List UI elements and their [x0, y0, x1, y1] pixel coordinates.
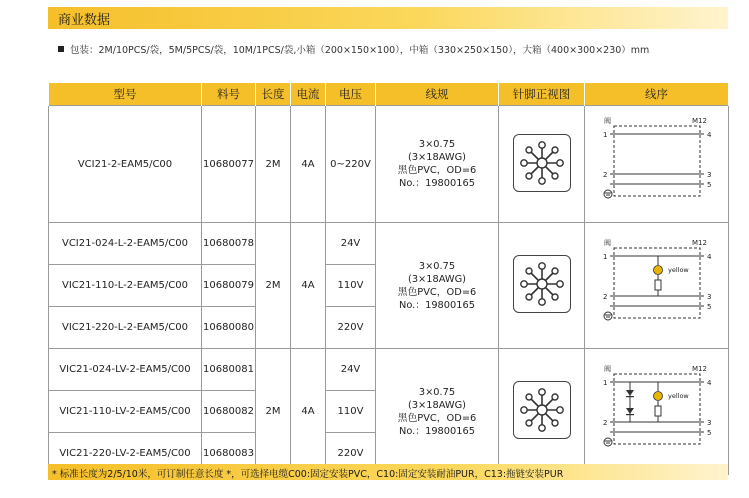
connector-label: M12: [691, 117, 707, 125]
spec-text: [376, 260, 498, 312]
wiring-cell: [585, 106, 729, 223]
header-pin-view: 针脚正视图: [499, 83, 585, 106]
header-voltage: 电压: [326, 83, 376, 106]
wiring-diagram-icon: [600, 114, 714, 214]
pin-label: 3: [706, 171, 711, 179]
model-cell: VIC21-024-LV-2-EAM5/C00: [49, 349, 202, 391]
model-cell: VIC21-110-LV-2-EAM5/C00: [49, 391, 202, 433]
pin-label: 4: [706, 252, 711, 261]
footnote-bar: [48, 464, 728, 480]
header-spec: 线规: [376, 83, 499, 106]
pin-label: 3: [706, 292, 711, 301]
pin-label: 2: [602, 418, 607, 427]
section-header: [48, 7, 728, 29]
model-cell: VIC21-220-L-2-EAM5/C00: [49, 307, 202, 349]
model-cell: VIC21-220-LV-2-EAM5/C00: [49, 433, 202, 475]
spec-cell: [376, 349, 499, 475]
pin-label: 2: [602, 292, 607, 301]
header-part: 料号: [202, 83, 256, 106]
spec-line: No.：19800165: [399, 425, 475, 437]
pin-label: 4: [706, 131, 711, 139]
spec-line: 黑色PVC，OD=6: [397, 286, 477, 298]
pin-face-icon: [513, 255, 571, 313]
current-cell: 4A: [291, 349, 326, 475]
bullet-square-icon: [58, 46, 64, 52]
valve-label: 阀: [603, 364, 611, 373]
pin-label: 3: [706, 418, 711, 427]
voltage-cell: 0~220V: [326, 106, 376, 223]
length-cell: 2M: [256, 106, 291, 223]
section-title: 商业数据: [58, 13, 111, 28]
wiring-cell: [585, 223, 729, 349]
part-cell: 10680079: [202, 265, 256, 307]
spec-line: 黑色PVC，OD=6: [397, 165, 477, 176]
header-row: [49, 83, 729, 106]
voltage-cell: 110V: [326, 391, 376, 433]
valve-label: 阀: [603, 117, 611, 125]
packaging-text: 包装：2M/10PCS/袋，5M/5PCS/袋，10M/1PCS/袋,小箱（200×150×100），中箱（330×250×150），大箱（400×300×230）mm: [70, 45, 650, 56]
led-color-label: yellow: [667, 265, 689, 274]
pin-face-icon: [513, 134, 571, 192]
spec-line: No.：19800165: [399, 299, 475, 311]
part-cell: 10680081: [202, 349, 256, 391]
voltage-cell: 220V: [326, 307, 376, 349]
model-cell: VCI21-024-L-2-EAM5/C00: [49, 223, 202, 265]
voltage-cell: 24V: [326, 223, 376, 265]
spec-line: (3×18AWG): [408, 399, 466, 411]
voltage-cell: 24V: [326, 349, 376, 391]
spec-cell: [376, 223, 499, 349]
header-model: 型号: [49, 83, 202, 106]
pin-label: 5: [706, 181, 711, 189]
valve-label: 阀: [603, 238, 611, 247]
led-icon: [653, 391, 662, 400]
header-current: 电流: [291, 83, 326, 106]
wiring-diagram-led-icon: [600, 236, 714, 336]
length-cell: 2M: [256, 349, 291, 475]
pin-label: 1: [602, 252, 607, 261]
spec-line: 黑色PVC，OD=6: [397, 412, 477, 424]
header-wiring: 线序: [585, 83, 729, 106]
wiring-cell: [585, 349, 729, 475]
pin-face-icon: [513, 381, 571, 439]
pin-label: 1: [602, 378, 607, 387]
spec-line: 3×0.75: [418, 386, 456, 398]
voltage-cell: 110V: [326, 265, 376, 307]
part-cell: 10680082: [202, 391, 256, 433]
part-cell: 10680083: [202, 433, 256, 475]
current-cell: 4A: [291, 223, 326, 349]
connector-label: M12: [691, 238, 707, 247]
pin-view-cell: [499, 349, 585, 475]
connector-label: M12: [691, 364, 707, 373]
spec-text: [376, 138, 498, 190]
wiring-diagram-led-varistor-icon: [600, 362, 714, 462]
packaging-info: [58, 42, 649, 56]
pin-view-cell: [499, 106, 585, 223]
spec-line: 3×0.75: [418, 260, 456, 272]
part-cell: 10680080: [202, 307, 256, 349]
current-cell: 4A: [291, 106, 326, 223]
pin-label: 5: [706, 302, 711, 311]
pin-label: 5: [706, 428, 711, 437]
voltage-cell: 220V: [326, 433, 376, 475]
table-row: [49, 349, 729, 391]
table-row: [49, 223, 729, 265]
spec-line: 3×0.75: [418, 139, 456, 150]
length-cell: 2M: [256, 223, 291, 349]
part-cell: 10680078: [202, 223, 256, 265]
pin-label: 1: [602, 131, 607, 139]
model-cell: VIC21-110-L-2-EAM5/C00: [49, 265, 202, 307]
part-cell: 10680077: [202, 106, 256, 223]
pin-label: 2: [602, 171, 607, 179]
footnote-text: * 标准长度为2/5/10米，可订制任意长度 *，可选择电缆C00:固定安装PVC，C10:固定安装耐油PUR，C13:拖链安装PUR: [52, 469, 564, 480]
spec-line: (3×18AWG): [408, 152, 466, 163]
table-row: [49, 106, 729, 223]
pin-view-cell: [499, 223, 585, 349]
header-length: 长度: [256, 83, 291, 106]
product-table: [48, 83, 729, 475]
led-icon: [653, 265, 662, 274]
model-cell: VCI21-2-EAM5/C00: [49, 106, 202, 223]
led-color-label: yellow: [667, 391, 689, 400]
pin-label: 4: [706, 378, 711, 387]
spec-cell: [376, 106, 499, 223]
spec-line: No.：19800165: [399, 178, 475, 189]
spec-text: [376, 386, 498, 438]
spec-line: (3×18AWG): [408, 273, 466, 285]
